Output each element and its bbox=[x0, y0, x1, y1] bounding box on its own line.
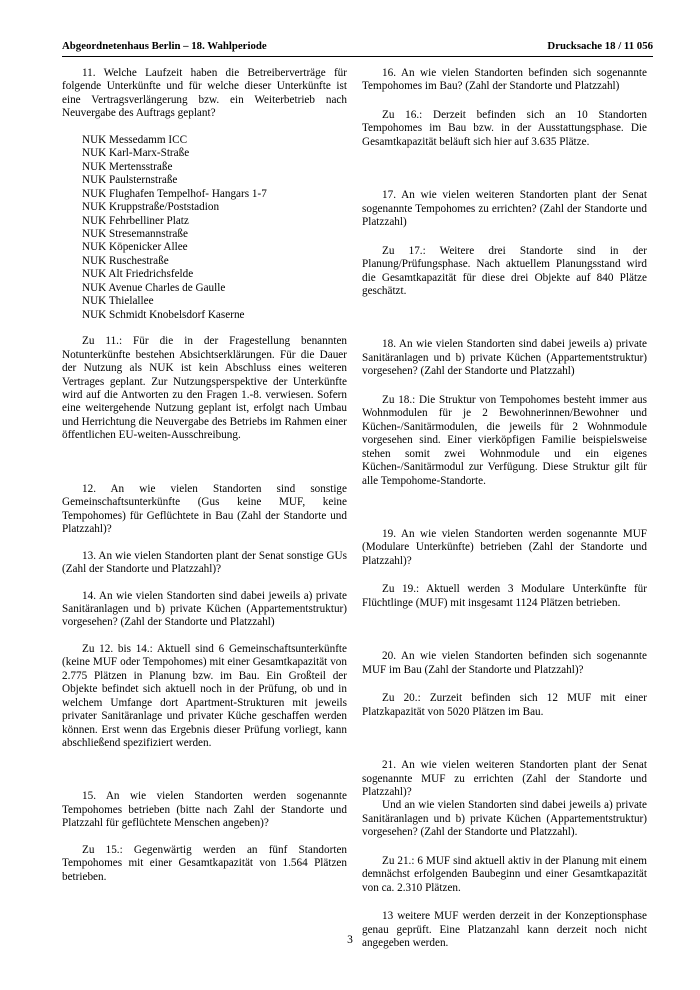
shelter-list bbox=[82, 134, 347, 322]
answer-11: Zu 11.: Für die in der Fragestellung benannten Notunterkünfte bestehen Absichtserklärungen. Für die Dauer der Nutzung als NUK ist kein Abschluss eines weiteren Vertrages geplant. Zur Nutzungsperspektive der Unterkünfte wird auf die Antworten zu den Fragen 1.-8. verwiesen. Sofern eine weitergehende Nutzung geplant ist, erfolgt nach Umbau und Herrichtung die Neuvergabe des Betriebs im Rahmen einer öffentlichen EU-weiten-Ausschreibung. bbox=[62, 335, 347, 442]
answer-20: Zu 20.: Zurzeit befinden sich 12 MUF mit einer Platzkapazität von 5020 Plätzen im Bau. bbox=[362, 692, 647, 718]
question-19: 19. An wie vielen Standorten werden sogenannte MUF (Modulare Unterkünfte) betrieben (Zahl der Standorte und Platzzahl)? bbox=[362, 527, 647, 567]
shelter-list-item: NUK Messedamm ICC bbox=[82, 133, 188, 146]
shelter-list-item: NUK Thielallee bbox=[82, 295, 154, 308]
shelter-list-item: NUK Avenue Charles de Gaulle bbox=[82, 281, 226, 294]
answer-17: Zu 17.: Weitere drei Standorte sind in der Planung/Prüfungsphase. Nach aktuellem Planungsstand wird die Gesamtkapazität für diese drei Objekte auf 840 Plätze geschätzt. bbox=[362, 244, 647, 297]
question-13: 13. An wie vielen Standorten plant der Senat sonstige GUs (Zahl der Standorte und Platzzahl)? bbox=[62, 549, 347, 576]
shelter-list-item: NUK Alt Friedrichsfelde bbox=[82, 268, 194, 281]
header-document-number: Drucksache 18 / 11 056 bbox=[547, 40, 653, 52]
shelter-list-item: NUK Köpenicker Allee bbox=[82, 241, 188, 254]
answer-12-14: Zu 12. bis 14.: Aktuell sind 6 Gemeinschaftsunterkünfte (keine MUF oder Tempohomes) mit einer Gesamtkapazität von 2.775 Plätzen in Planung bzw. im Bau. Ein Großteil der Objekte befindet sich aktuell noch in der Prüfung, ob und in welchem Umfange dort Apartment-Strukturen mit jeweils privater Sanitäranlage und privater Küche geschaffen werden können. Erst wenn das Ergebnis dieser Prüfung vorliegt, kann abschließend spezifiziert werden. bbox=[62, 642, 347, 750]
question-16: 16. An wie vielen Standorten befinden sich sogenannte Tempohomes im Bau? (Zahl der Standorte und Platzzahl) bbox=[362, 67, 647, 93]
shelter-list-item: NUK Stresemannstraße bbox=[82, 227, 188, 240]
page-header bbox=[62, 38, 653, 57]
answer-19: Zu 19.: Aktuell werden 3 Modulare Unterkünfte für Flüchtlinge (MUF) mit insgesamt 1124 Plätzen betrieben. bbox=[362, 583, 647, 609]
shelter-list-item: NUK Paulsternstraße bbox=[82, 174, 178, 187]
question-12: 12. An wie vielen Standorten sind sonstige Gemeinschaftsunterkünfte (Gus keine MUF, keine Tempohomes) für Geflüchtete in Bau (Zahl der Standorte und Platzzahl)? bbox=[62, 482, 347, 536]
shelter-list-item: NUK Ruschestraße bbox=[82, 254, 169, 267]
shelter-list-item: NUK Kruppstraße/Poststadion bbox=[82, 201, 220, 214]
answer-21: Zu 21.: 6 MUF sind aktuell aktiv in der Planung mit einem demnächst erfolgenden Baubeginn und einer Gesamtkapazität von ca. 2.310 Plätzen. bbox=[362, 854, 647, 894]
shelter-list-item: NUK Flughafen Tempelhof- Hangars 1-7 bbox=[82, 187, 267, 200]
header-parliament: Abgeordnetenhaus Berlin – 18. Wahlperiode bbox=[62, 40, 267, 52]
left-column bbox=[62, 67, 347, 884]
question-21: 21. An wie vielen weiteren Standorten plant der Senat sogenannte MUF zu errichten (Zahl der Standorte und Platzzahl)? bbox=[362, 759, 647, 798]
answer-18: Zu 18.: Die Struktur von Tempohomes besteht immer aus Wohnmodulen für je 2 Bewohnerinnen/Bewohner und Küchen-/Sanitärmodulen, die jeweils für 2 Wohnmodule vorgesehen sind. Einer vierköpfigen Familie beispielsweise stehen somit zwei Wohnmodule und ein eigenes Küchen-/Sanitärmodul zur Verfügung. Diese Struktur gilt für alle Tempohome-Standorte. bbox=[362, 393, 647, 487]
shelter-list-item: NUK Karl-Marx-Straße bbox=[82, 147, 190, 160]
right-column bbox=[362, 67, 647, 950]
answer-15: Zu 15.: Gegenwärtig werden an fünf Standorten Tempohomes mit einer Gesamtkapazität von 1.564 Plätzen betrieben. bbox=[62, 843, 347, 883]
page-number: 3 bbox=[347, 934, 353, 946]
question-17: 17. An wie vielen weiteren Standorten plant der Senat sogenannte Tempohomes zu errichten? (Zahl der Standorte und Platzzahl) bbox=[362, 189, 647, 229]
shelter-list-item: NUK Mertensstraße bbox=[82, 160, 173, 173]
question-11: 11. Welche Laufzeit haben die Betreiberverträge für folgende Unterkünfte und für welche dieser Unterkünfte ist eine Vertragsverlängerung bzw. ein Weiterbetrieb nach Neuvergabe des Auftrags geplant? bbox=[62, 67, 347, 120]
question-14: 14. An wie vielen Standorten sind dabei jeweils a) private Sanitäranlagen und b) private Küchen (Appartementstruktur) vorgesehen? (Zahl der Standorte und Platzzahl) bbox=[62, 589, 347, 629]
answer-16: Zu 16.: Derzeit befinden sich an 10 Standorten Tempohomes im Bau bzw. in der Ausstattungsphase. Die Gesamtkapazität beläuft sich hier auf 3.635 Plätze. bbox=[362, 108, 647, 148]
question-18: 18. An wie vielen Standorten sind dabei jeweils a) private Sanitäranlagen und b) private Küchen (Appartementstruktur) vorgesehen? (Zahl der Standorte und Platzzahl) bbox=[362, 338, 647, 378]
question-21-followup: Und an wie vielen Standorten sind dabei jeweils a) private Sanitäranlagen und b) private Küchen (Appartementstruktur) vorgesehen? (Zahl der Standorte und Platzzahl). bbox=[362, 799, 647, 839]
answer-21-continued: 13 weitere MUF werden derzeit in der Konzeptionsphase genau geprüft. Eine Platzanzahl kann derzeit noch nicht angegeben werden. bbox=[362, 910, 647, 950]
question-15: 15. An wie vielen Standorten werden sogenannte Tempohomes betrieben (bitte nach Zahl der Standorte und Platzzahl für geflüchtete Menschen angeben)? bbox=[62, 790, 347, 830]
question-20: 20. An wie vielen Standorten befinden sich sogenannte MUF im Bau (Zahl der Standorte und Platzzahl)? bbox=[362, 650, 647, 676]
shelter-list-item: NUK Fehrbelliner Platz bbox=[82, 214, 189, 227]
shelter-list-item: NUK Schmidt Knobelsdorf Kaserne bbox=[82, 308, 245, 321]
